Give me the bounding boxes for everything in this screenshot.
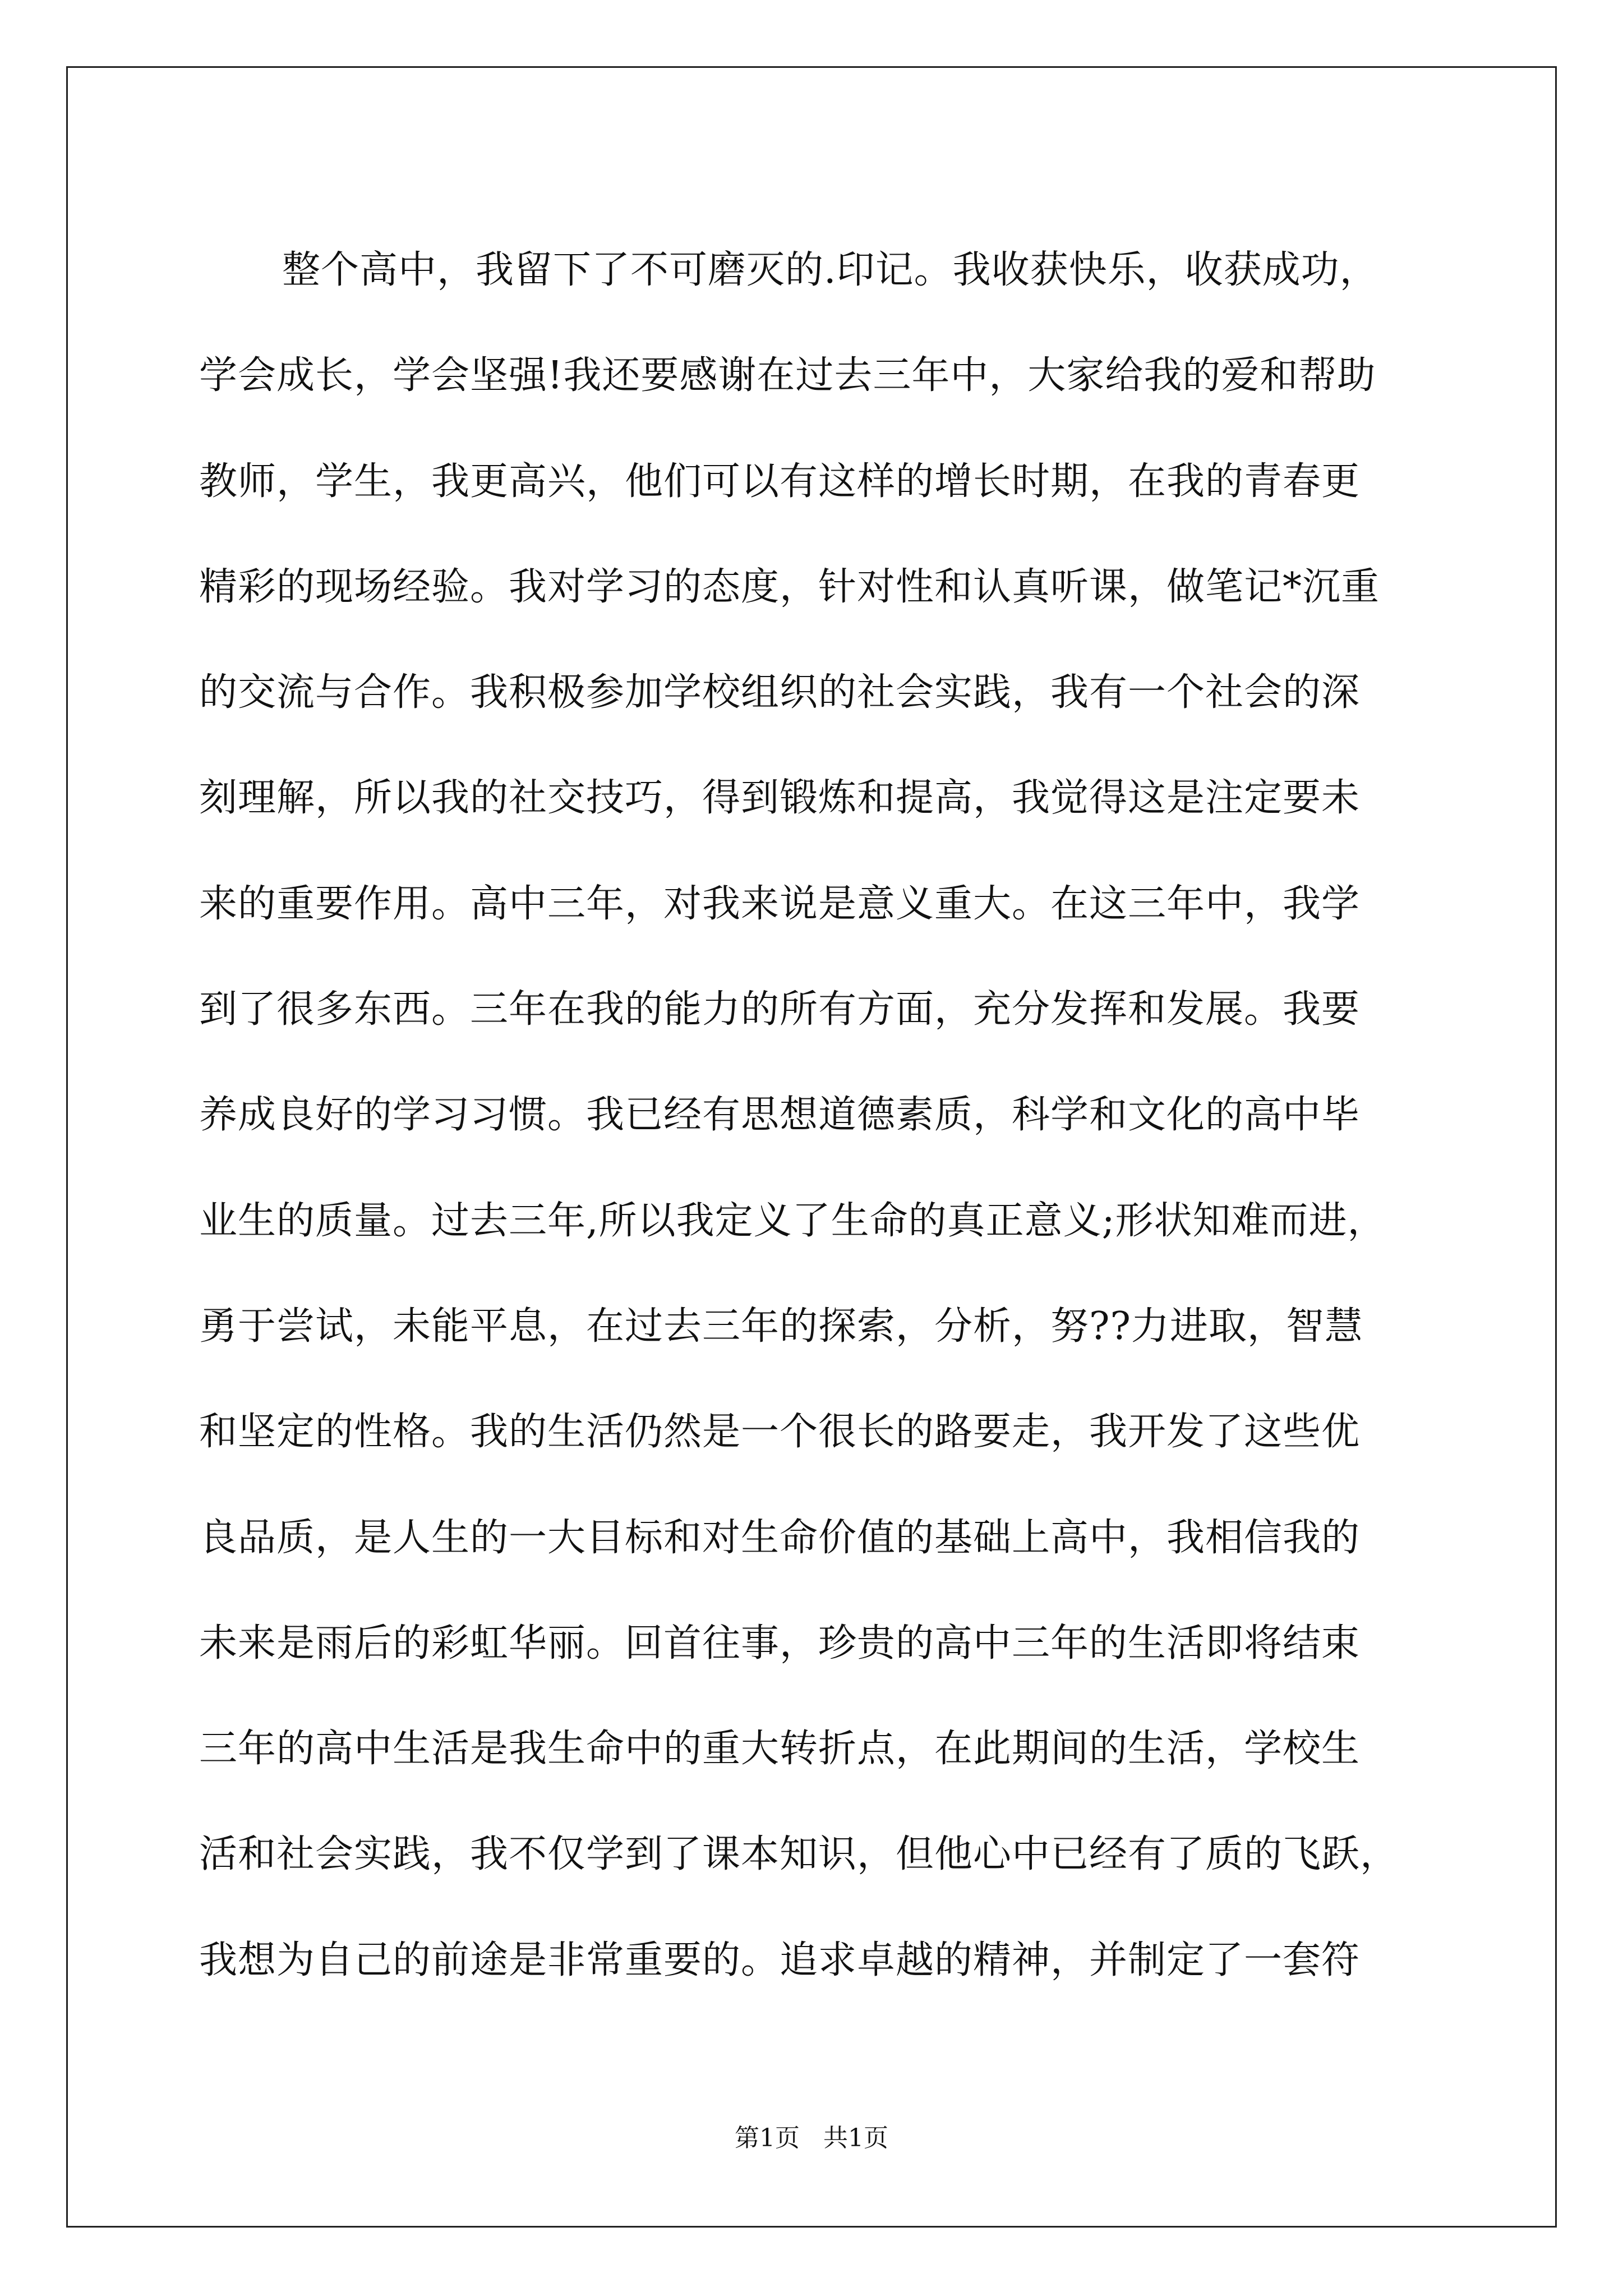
text-line-7: 来的重要作用。高中三年，对我来说是意义重大。在这三年中，我学 — [199, 881, 1361, 926]
text-line-8: 到了很多东西。三年在我的能力的所有方面，充分发挥和发展。我要 — [199, 987, 1361, 1032]
text-line-4: 精彩的现场经验。我对学习的态度，针对性和认真听课，做笔记*沉重 — [199, 564, 1380, 609]
text-line-14: 未来是雨后的彩虹华丽。回首往事，珍贵的高中三年的生活即将结束 — [199, 1621, 1361, 1665]
text-line-11: 勇于尝试，未能平息，在过去三年的探索，分析，努??力进取，智慧 — [199, 1304, 1363, 1349]
text-line-15: 三年的高中生活是我生命中的重大转折点，在此期间的生活，学校生 — [199, 1727, 1361, 1772]
text-line-6: 刻理解，所以我的社交技巧，得到锻炼和提高，我觉得这是注定要未 — [199, 776, 1361, 821]
text-line-3: 教师，学生，我更高兴，他们可以有这样的增长时期，在我的青春更 — [199, 459, 1361, 504]
text-line-10: 业生的质量。过去三年,所以我定义了生命的真正意义;形状知难而进， — [199, 1198, 1386, 1243]
text-line-16: 活和社会实践，我不仅学到了课本知识，但他心中已经有了质的飞跃， — [199, 1832, 1399, 1877]
document-body — [199, 218, 1422, 2013]
text-line-13: 良品质，是人生的一大目标和对生命价值的基础上高中，我相信我的 — [199, 1515, 1361, 1560]
page-number-footer: 第1页 共1页 — [735, 2124, 888, 2152]
text-line-2: 学会成长，学会坚强!我还要感谢在过去三年中，大家给我的爱和帮助 — [199, 353, 1376, 398]
text-line-12: 和坚定的性格。我的生活仍然是一个很长的路要走，我开发了这些优 — [199, 1410, 1361, 1455]
text-line-1: 整个高中，我留下了不可磨灭的.印记。我收获快乐，收获成功， — [282, 248, 1378, 292]
text-line-9: 养成良好的学习习惯。我已经有思想道德素质，科学和文化的高中毕 — [199, 1093, 1361, 1138]
text-line-5: 的交流与合作。我积极参加学校组织的社会实践，我有一个社会的深 — [199, 670, 1361, 715]
text-line-17: 我想为自己的前途是非常重要的。追求卓越的精神，并制定了一套符 — [199, 1938, 1361, 1982]
